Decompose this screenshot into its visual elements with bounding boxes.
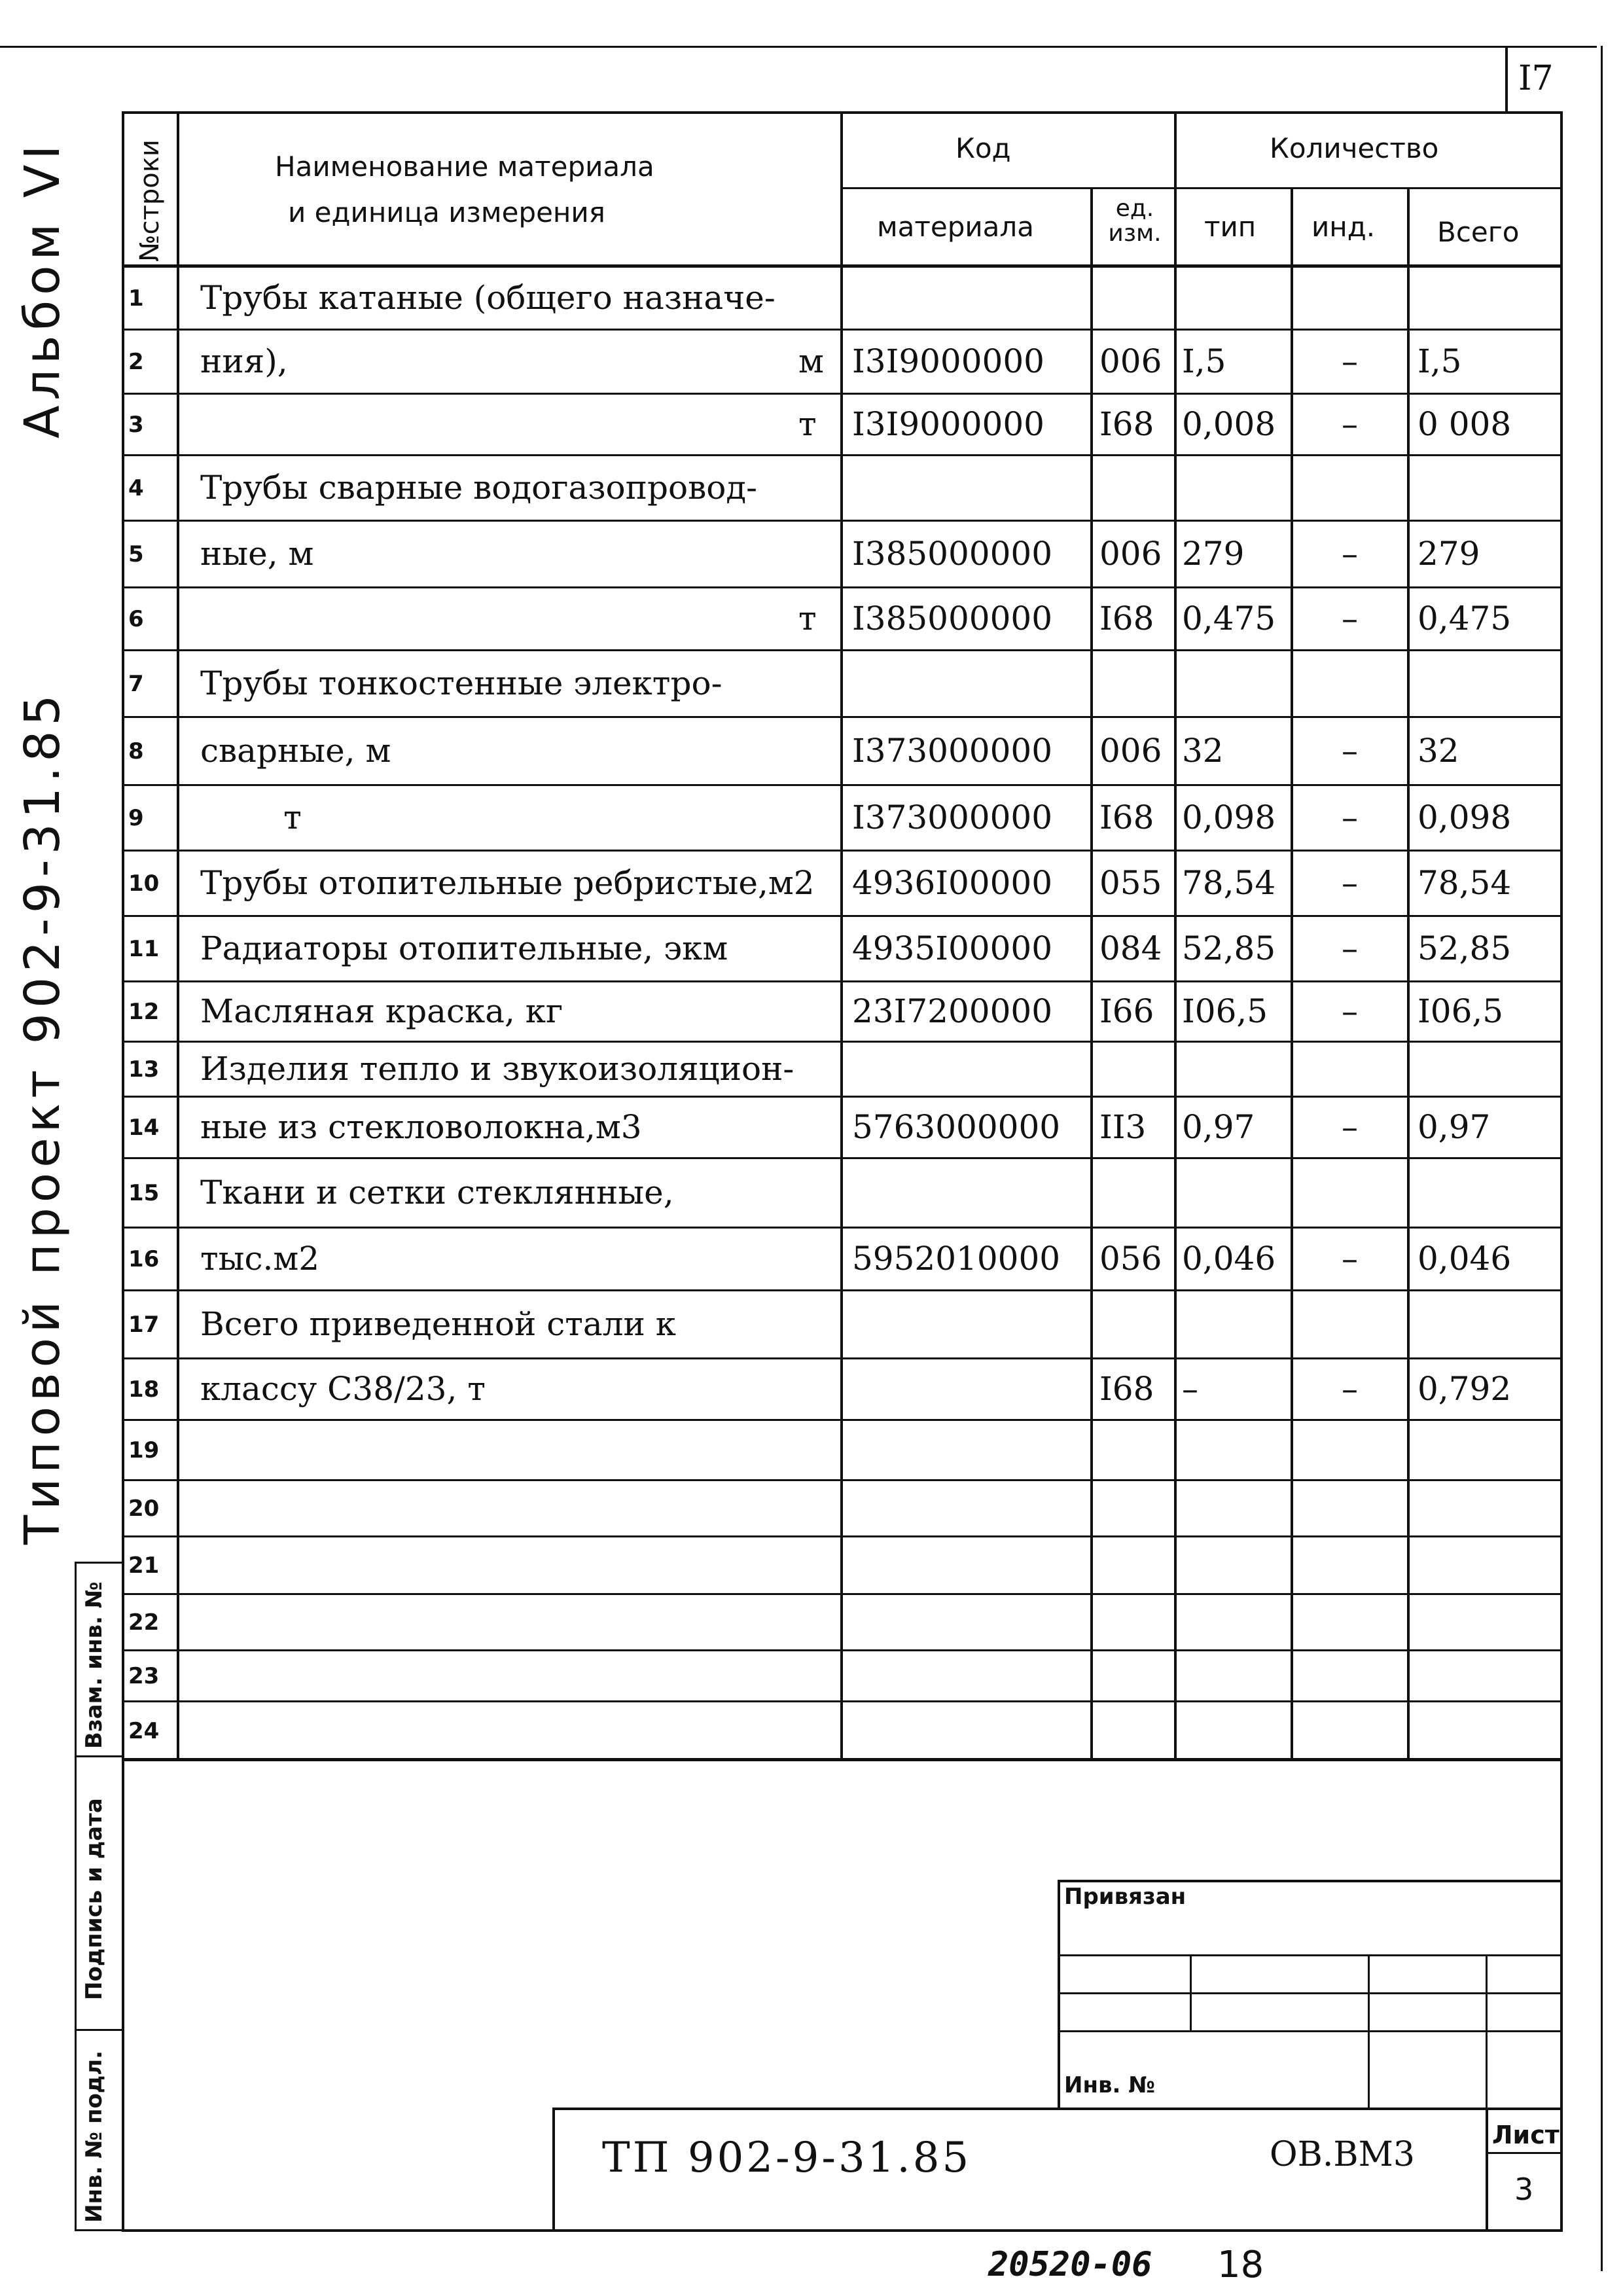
unit-suffix: м	[798, 342, 824, 380]
title-block-left	[1058, 1881, 1060, 2110]
quantity-ind: –	[1342, 1108, 1358, 1146]
row-number: 11	[128, 936, 160, 962]
frame-left	[122, 111, 124, 2232]
material-name: ные из стекловолокна,м3	[200, 1108, 642, 1146]
header-sub-line	[842, 187, 1563, 189]
quantity-typ: 0,475	[1182, 600, 1276, 637]
sheet-box-line	[1486, 2152, 1563, 2154]
title-vline-2	[1368, 1954, 1370, 2108]
row-number: 9	[128, 805, 144, 831]
header-code: Код	[955, 132, 1011, 164]
row-number: 10	[128, 870, 160, 897]
top-border-line	[0, 46, 1597, 48]
material-code: I373000000	[852, 798, 1053, 836]
col-line-typ	[1291, 187, 1293, 1761]
material-code: 5952010000	[852, 1240, 1061, 1278]
material-name: Масляная краска, кг	[200, 992, 563, 1030]
col-line-code	[1090, 187, 1093, 1761]
col-line-number	[177, 111, 179, 1761]
row-number: 12	[128, 999, 160, 1025]
material-code: 23I7200000	[852, 992, 1053, 1030]
quantity-ind: –	[1342, 864, 1358, 902]
material-name: сварные, м	[200, 732, 391, 770]
quantity-ind: –	[1342, 342, 1358, 380]
header-name-line2: и единица измерения	[288, 196, 605, 228]
material-name: Трубы сварные водогазопровод-	[200, 469, 758, 507]
material-code: I385000000	[852, 535, 1053, 573]
material-name: Изделия тепло и звукоизоляцион-	[200, 1050, 794, 1088]
unit-code: II3	[1099, 1108, 1147, 1146]
material-name: классу С38/23, т	[200, 1370, 486, 1408]
stamp-inv-orig: Инв. № подл.	[81, 2050, 107, 2223]
material-name: Трубы тонкостенные электро-	[200, 664, 722, 702]
main-title-left	[552, 2108, 555, 2231]
quantity-typ: 0,098	[1182, 798, 1276, 836]
row-number: 23	[128, 1663, 160, 1689]
header-row-number: №строки	[135, 139, 165, 262]
quantity-total: 0,97	[1418, 1108, 1491, 1146]
unit-code: I68	[1099, 600, 1154, 637]
quantity-ind: –	[1342, 798, 1358, 836]
quantity-total: 279	[1418, 535, 1480, 573]
frame-right	[1560, 111, 1563, 2232]
main-title-top	[552, 2108, 1563, 2110]
stamp-signature-date: Подпись и дата	[81, 1798, 107, 2000]
unit-code: 084	[1099, 929, 1162, 967]
row-number: 2	[128, 349, 144, 375]
quantity-total: 0,792	[1418, 1370, 1512, 1408]
quantity-typ: 32	[1182, 732, 1224, 770]
quantity-total: 52,85	[1418, 929, 1512, 967]
frame-far-right	[1601, 46, 1603, 2271]
document-mark: ОВ.ВМ3	[1270, 2135, 1415, 2174]
quantity-ind: –	[1342, 1370, 1358, 1408]
quantity-ind: –	[1342, 405, 1358, 443]
stamp-top-line	[75, 1562, 122, 1564]
stamp-line-1	[75, 1755, 122, 1757]
unit-code: 056	[1099, 1240, 1162, 1278]
material-name: тыс.м2	[200, 1240, 320, 1278]
header-quantity: Количество	[1270, 132, 1439, 164]
quantity-typ: I,5	[1182, 342, 1226, 380]
unit-code: 006	[1099, 535, 1162, 573]
quantity-ind: –	[1342, 600, 1358, 637]
page-number: I7	[1518, 59, 1554, 98]
material-name: Радиаторы отопительные, экм	[200, 929, 728, 967]
unit-code: 006	[1099, 342, 1162, 380]
quantity-total: 0,046	[1418, 1240, 1512, 1278]
quantity-typ: 279	[1182, 535, 1245, 573]
row-number: 24	[128, 1718, 160, 1744]
quantity-typ: 0,046	[1182, 1240, 1276, 1278]
quantity-total: I,5	[1418, 342, 1462, 380]
material-code: I373000000	[852, 732, 1053, 770]
row-number: 15	[128, 1180, 160, 1206]
header-material: материала	[877, 211, 1035, 243]
row-number: 21	[128, 1552, 160, 1579]
quantity-typ: 0,008	[1182, 405, 1276, 443]
header-typ: тип	[1204, 211, 1257, 243]
row-number: 18	[128, 1376, 160, 1403]
unit-code: 055	[1099, 864, 1162, 902]
row-number: 4	[128, 475, 144, 501]
row-number: 14	[128, 1115, 160, 1141]
quantity-total: 32	[1418, 732, 1459, 770]
footer-page: 18	[1217, 2244, 1264, 2286]
stamp-column-left	[75, 1562, 77, 2229]
archive-number: 20520-06	[988, 2245, 1152, 2284]
quantity-ind: –	[1342, 929, 1358, 967]
unit-code: I68	[1099, 405, 1154, 443]
unit-suffix: т	[798, 405, 817, 443]
page-number-box-left	[1505, 46, 1508, 111]
material-name: т	[200, 798, 302, 836]
row-number: 17	[128, 1312, 160, 1338]
quantity-typ: 0,97	[1182, 1108, 1255, 1146]
col-line-unit	[1174, 111, 1177, 1761]
row-number: 1	[128, 285, 144, 312]
material-code: I3I9000000	[852, 405, 1044, 443]
material-name: Трубы катаные (общего назначе-	[200, 279, 776, 317]
material-name: ные, м	[200, 535, 314, 573]
unit-code: I68	[1099, 1370, 1154, 1408]
quantity-typ: –	[1182, 1370, 1198, 1408]
unit-suffix: т	[798, 600, 817, 637]
row-number: 3	[128, 412, 144, 438]
col-line-name	[840, 111, 843, 1761]
material-code: 5763000000	[852, 1108, 1061, 1146]
quantity-total: I06,5	[1418, 992, 1504, 1030]
unit-code: I66	[1099, 992, 1154, 1030]
row-number: 6	[128, 606, 144, 632]
row-number: 5	[128, 541, 144, 567]
sheet-box-left	[1486, 2108, 1488, 2231]
title-block-top	[1058, 1880, 1563, 1882]
document-code: ТП 902-9-31.85	[602, 2134, 972, 2182]
quantity-ind: –	[1342, 992, 1358, 1030]
material-code: 4936I00000	[852, 864, 1053, 902]
album-label: Альбом VI	[14, 139, 71, 439]
row-number: 19	[128, 1437, 160, 1463]
quantity-total: 0,475	[1418, 600, 1512, 637]
stamp-bottom-line	[75, 2229, 122, 2231]
unit-code: 006	[1099, 732, 1162, 770]
quantity-ind: –	[1342, 732, 1358, 770]
inv-no-label: Инв. №	[1064, 2072, 1156, 2098]
frame-bottom	[122, 2229, 1563, 2232]
row-number: 22	[128, 1609, 160, 1636]
bound-label: Привязан	[1064, 1884, 1186, 1910]
quantity-typ: 52,85	[1182, 929, 1276, 967]
material-code: I385000000	[852, 600, 1053, 637]
sheet-label: Лист	[1492, 2121, 1560, 2149]
material-name: Всего приведенной стали к	[200, 1305, 676, 1343]
material-name: ния),	[200, 342, 288, 380]
header-ind: инд.	[1311, 211, 1376, 243]
row-number: 16	[128, 1246, 160, 1272]
quantity-typ: 78,54	[1182, 864, 1276, 902]
project-label: Типовой проект 902-9-31.85	[14, 689, 71, 1545]
row-number: 13	[128, 1056, 160, 1083]
quantity-total: 0 008	[1418, 405, 1512, 443]
quantity-total: 0,098	[1418, 798, 1512, 836]
quantity-ind: –	[1342, 1240, 1358, 1278]
material-name: Ткани и сетки стеклянные,	[200, 1174, 674, 1211]
stamp-replace-inv: Взам. инв. №	[81, 1581, 107, 1749]
row-number: 8	[128, 738, 144, 764]
material-code: I3I9000000	[852, 342, 1044, 380]
stamp-line-2	[75, 2029, 122, 2031]
quantity-typ: I06,5	[1182, 992, 1268, 1030]
quantity-ind: –	[1342, 535, 1358, 573]
row-number: 20	[128, 1496, 160, 1522]
quantity-total: 78,54	[1418, 864, 1512, 902]
title-vline-3	[1486, 1954, 1488, 2108]
header-name-line1: Наименование материала	[275, 151, 654, 183]
header-total: Всего	[1437, 216, 1520, 248]
sheet-number: 3	[1514, 2172, 1534, 2207]
row-number: 7	[128, 671, 144, 697]
unit-code: I68	[1099, 798, 1154, 836]
col-line-ind	[1407, 187, 1410, 1761]
title-vline-1	[1190, 1954, 1192, 2030]
material-name: Трубы отопительные ребристые,м2	[200, 864, 815, 902]
material-code: 4935I00000	[852, 929, 1053, 967]
header-unit: ед. изм.	[1108, 195, 1162, 247]
